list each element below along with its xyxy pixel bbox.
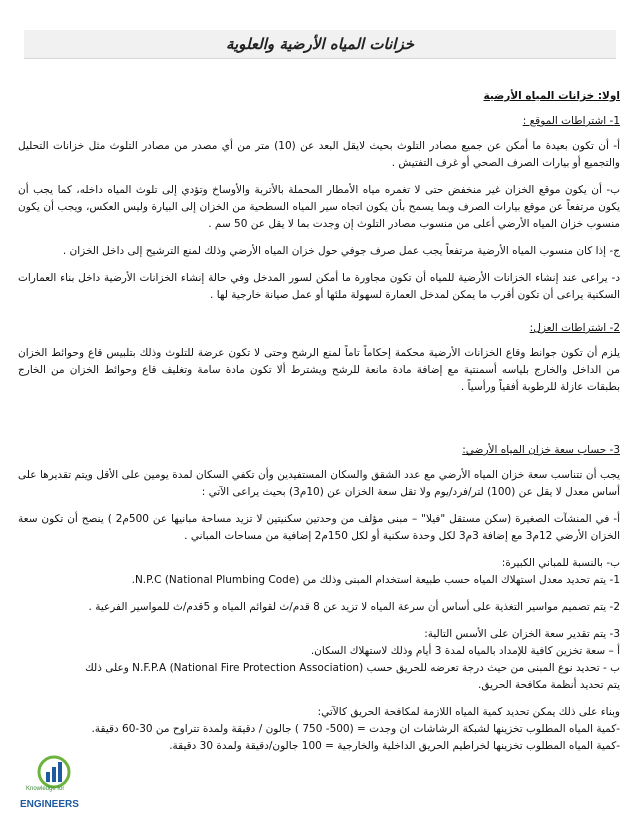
paragraph-capacity: يجب أن تتناسب سعة خزان المياه الأرضي مع عدد الشقق والسكان المستفيدين وأن تكفي السكان لمدة يومين على الأقل ويتم تقديرها على أساس معدل لا يقل عن (100) لتر/فرد/يوم ولا تقل سعة الخزان عن (10م3) بحيث يراعى الآتي : <box>18 469 620 498</box>
paragraph-large-buildings: ب- بالنسبة للمباني الكبيرة: <box>501 557 620 569</box>
subheading-insulation: 2- اشتراطات العزل: <box>529 322 620 334</box>
document-body <box>18 88 620 755</box>
paragraph-fire-2: -كمية المياه المطلوب تخزينها لخراطيم الحريق الداخلية والخارجية = 100 جالون/دقيقة ولمدة 30 دقيقة. <box>169 740 620 752</box>
paragraph-c: ج- إذا كان منسوب المياه الأرضية مرتفعاً يجب عمل صرف جوفي حول خزان المياه الأرضي وذلك لمنع الترشيح إلى داخل الخزان . <box>62 245 620 257</box>
paragraph-b: ب- أن يكون موقع الخزان غير منخفض حتى لا تغمره مياه الأمطار المحملة بالأتربة والأوساخ وتؤدي إلى تلوث المياه داخله، كما يجب أن يكون مرتفعاً عن موقع بيارات الصرف وبما يسمح بأن يكون اتجاه سير المياه السطحية من الخزان إلى البيارة وليس العكس، ويجب أن يكون منسوب خزان المياه الأرضي أعلى من منسوب مصادر التلوث إن وجدت بما لا يقل عن 50 سم . <box>18 184 620 230</box>
logo-tagline: Knowledge for <box>26 786 65 792</box>
paragraph-large-1 <box>18 572 620 589</box>
paragraph-large-3b <box>18 660 620 677</box>
paragraph-fire-1: -كمية المياه المطلوب تخزينها لشبكة الرشاشات ان وجدت = (500- 750 ) جالون / دقيقة ولمدة تتراوح من 30-60 دقيقة. <box>91 723 620 735</box>
paragraph-large-3c: يتم تحديد أنظمة مكافحة الحريق. <box>478 679 620 691</box>
paragraph-d: د- يراعى عند إنشاء الخزانات الأرضية للمياه أن تكون مجاورة ما أمكن لسور المدخل وفي حالة إنشاء الخزانات الأرضية داخل بناء العمارات السكنية يراعى أن تكون أقرب ما يمكن لمدخل العمارة لسهولة ملئها أو عمل صيانة خارجية لها . <box>18 272 620 301</box>
subheading-capacity: 3- حساب سعة خزان المياه الأرضي: <box>462 444 620 456</box>
paragraph-large-3: 3- يتم تقدير سعة الخزان على الأسس التالية: <box>424 628 620 640</box>
paragraph-insulation: يلزم أن تكون جوانط وقاع الخزانات الأرضية محكمة إحكاماً تاماً لمنع الرشح وحتى لا تكون عرضة للتلوث وذلك بتلبيس قاع وحوائط الخزان من الداخل والخارج بلياسه أسمنتية مع إضافة مادة مانعة للرشح ويشترط ألا تكون مادة سامة وتغليف قاع وحوائط الخزان من الخارج بطبقات عازلة للرطوبة أفقياً ورأسياً . <box>18 347 620 393</box>
logo-text: ENGINEERS <box>20 799 79 810</box>
npc-code: N.P.C (National Plumbing Code). <box>131 574 300 586</box>
nfpa-code: N.F.P.A (National Fire Protection Association) <box>132 662 364 674</box>
paragraph-large-3a: أ – سعة تخزين كافية للإمداد بالمياه لمدة 3 أيام وذلك لاستهلاك السكان. <box>310 645 620 657</box>
section-heading: اولا: خزانات المياه الأرضية <box>483 90 620 102</box>
subheading-site-conditions: 1- اشتراطات الموقع : <box>522 115 620 127</box>
large-3b-end: وعلى ذلك <box>85 662 129 674</box>
large-1-text: 1- يتم تحديد معدل استهلاك المياه حسب طبيعة استخدام المبنى وذلك من <box>302 574 620 586</box>
paragraph-fire-intro: وبناء على ذلك يمكن تحديد كمية المياه اللازمة لمكافحة الحريق كالآتي: <box>317 706 620 718</box>
paragraph-a: أ- أن تكون بعيدة ما أمكن عن جميع مصادر التلوث بحيث لايقل البعد عن (10) متر من أي مصدر من مصادر التلوث مثل خزانات التحليل والتجميع أو بيارات الصرف الصحي أو غرف التفتيش . <box>18 140 620 169</box>
paragraph-small-buildings: أ- في المنشآت الصغيرة (سكن مستقل "فيلا" – مبنى مؤلف من وحدتين سكنيتين لا تزيد مساحة مبانيها عن 500م2 ) ينصح أن تكون سعة الخزان الأرضي 12م3 مع إضافة 3م3 لكل وحدة سكنية أو لكل 150م2 إضافية من مساحات المباني . <box>18 513 620 542</box>
engineers-logo <box>14 752 88 814</box>
document-title: خزانات المياه الأرضية والعلوية <box>24 30 616 59</box>
paragraph-large-2: 2- يتم تصميم مواسير التغذية على أساس أن سرعة المياه لا تزيد عن 8 قدم/ث لقوائم المياه و 5قدم/ث للمواسير الفرعية . <box>88 601 620 613</box>
large-3b-text: ب - تحديد نوع المبنى من حيث درجة تعرضه للحريق حسب <box>366 662 620 674</box>
